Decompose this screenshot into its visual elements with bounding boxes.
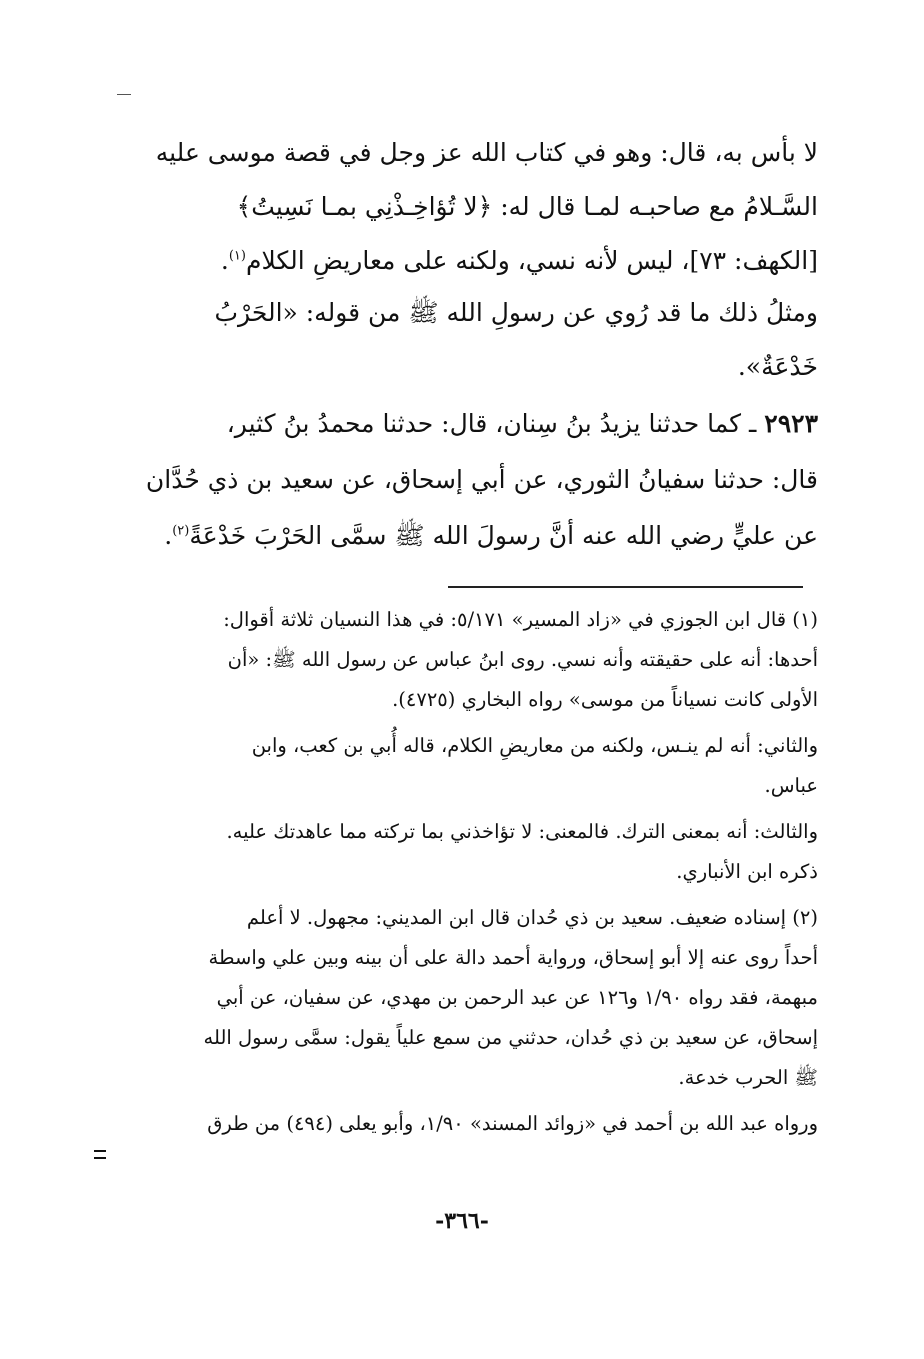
- footnote-line: (٢) إسناده ضعيف. سعيد بن ذي حُدان قال ابن المديني: مجهول. لا أعلم: [246, 906, 818, 929]
- footnote-line: مبهمة، فقد رواه ١/٩٠ و١٢٦ عن عبد الرحمن بن مهدي، عن سفيان، عن أبي: [216, 986, 818, 1009]
- text-line: [96, 508, 818, 564]
- text-segment: [الكهف: ٧٣]، ليس لأنه نسي، ولكنه على معاريضِ الكلام: [245, 246, 818, 275]
- text-line: [96, 396, 818, 452]
- footnote-ref-2[interactable]: (٢): [172, 523, 190, 539]
- continuation-mark: [94, 1150, 106, 1159]
- footnote-line: عباس.: [764, 774, 818, 797]
- footnote-line: ورواه عبد الله بن أحمد في «زوائد المسند» ١/٩٠، وأبو يعلى (٤٩٤) من طرق: [207, 1112, 818, 1135]
- text-line: السَّـلامُ مع صاحبـه لمـا قال له: ﴿لا تُؤاخِـذْنِي بمـا نَسِيتُ﴾: [236, 192, 818, 221]
- footnotes-section: [96, 600, 818, 1150]
- text-line: ومثلُ ذلك ما قد رُوي عن رسولِ الله ﷺ من قوله: «الحَرْبُ: [214, 298, 818, 327]
- footnote-line: إسحاق، عن سعيد بن ذي حُدان، حدثني من سمع علياً يقول: سمَّى رسول الله: [203, 1026, 818, 1049]
- paragraph-1: [96, 126, 818, 288]
- footnote-line: (١) قال ابن الجوزي في «زاد المسير» ٥/١٧١: في هذا النسيان ثلاثة أقوال:: [223, 608, 818, 631]
- footnote-separator: [448, 586, 803, 588]
- footnote-1-opinion-3: [96, 812, 818, 892]
- text-line: [96, 234, 818, 288]
- footnote-line: أحدها: أنه على حقيقته وأنه نسي. روى ابنُ عباس عن رسول الله ﷺ: «أن: [227, 648, 818, 671]
- period: .: [164, 521, 173, 550]
- footnote-2-continuation: [96, 1104, 818, 1144]
- footnote-line: أحداً روى عنه إلا أبو إسحاق، ورواية أحمد دالة على أن بينه وبين علي واسطة: [208, 946, 818, 969]
- text-line: لا بأس به، قال: وهو في كتاب الله عز وجل في قصة موسى عليه: [155, 138, 818, 167]
- period: .: [220, 246, 229, 275]
- footnote-1: [96, 600, 818, 720]
- footnote-line: ﷺ الحرب خدعة.: [678, 1066, 818, 1089]
- footnote-line: والثاني: أنه لم ينـس، ولكنه من معاريضِ الكلام، قاله أُبي بن كعب، وابن: [251, 734, 818, 757]
- paragraph-2: [96, 286, 818, 394]
- text-segment: عن عليٍّ رضي الله عنه أنَّ رسولَ الله ﷺ سمَّى الحَرْبَ خَدْعَةً: [189, 521, 818, 550]
- footnote-1-opinion-2: [96, 726, 818, 806]
- text-line: خَدْعَةٌ».: [737, 352, 818, 381]
- footnote-line: ذكره ابن الأنباري.: [676, 860, 818, 883]
- footnote-line: والثالث: أنه بمعنى الترك. فالمعنى: لا تؤاخذني بما تركته مما عاهدتك عليه.: [226, 820, 818, 843]
- text-line: قال: حدثنا سفيانُ الثوري، عن أبي إسحاق، عن سعيد بن ذي حُدَّان: [145, 465, 818, 494]
- text-segment: ـ كما حدثنا يزيدُ بنُ سِنان، قال: حدثنا محمدُ بنُ كثير،: [226, 409, 765, 438]
- footnote-ref-1[interactable]: (١): [228, 248, 246, 264]
- paragraph-hadith: [96, 396, 818, 564]
- top-margin-mark: [117, 94, 131, 95]
- footnote-2: [96, 898, 818, 1098]
- page-number: -٣٦٦-: [435, 1208, 489, 1234]
- hadith-number: ٢٩٢٣: [764, 409, 818, 438]
- footnote-line: الأولى كانت نسياناً من موسى» رواه البخاري (٤٧٢٥).: [392, 688, 818, 711]
